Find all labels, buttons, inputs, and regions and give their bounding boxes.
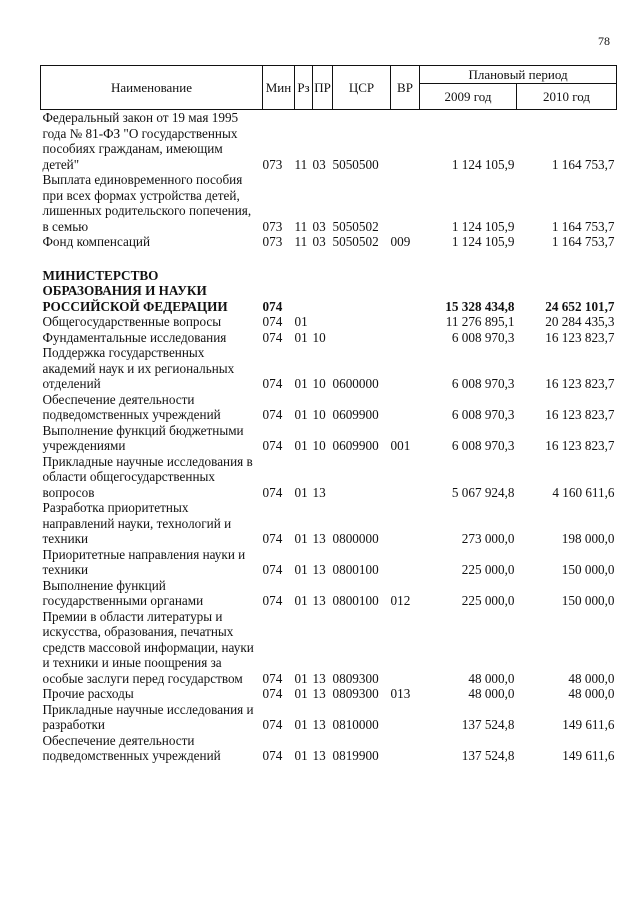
row-vr [391,330,420,346]
row-amount-2010: 16 123 823,7 [545,376,615,391]
row-pr: 13 [312,531,326,546]
table-row [41,733,617,764]
row-rz: 01 [294,407,308,422]
table-row [41,392,617,423]
row-min: 074 [262,407,283,422]
row-vr [391,392,420,423]
row-csr: 0800100 [332,562,379,577]
row-rz: 01 [294,670,308,686]
row-pr: 03 [312,218,326,234]
header-csr: ЦСР [333,66,391,110]
row-min: 074 [262,593,283,608]
row-csr: 0809300 [332,686,379,701]
row-vr [391,733,420,764]
row-rz: 01 [294,484,308,500]
row-vr [391,609,420,687]
row-csr: 0800100 [332,593,379,608]
row-name: Выполнение функций бюджетными учреждениями [42,422,244,453]
row-rz [295,268,313,315]
row-amount-2010: 16 123 823,7 [545,407,615,422]
row-csr: 0609900 [332,407,379,422]
row-amount-2009: 273 000,0 [461,531,515,546]
row-min: 074 [262,329,283,345]
section-spacer [41,250,617,268]
row-pr: 10 [312,329,326,345]
row-vr: 009 [390,234,411,249]
row-amount-2010: 48 000,0 [568,686,615,701]
row-name: Фонд компенсаций [42,234,151,249]
row-csr: 0609900 [332,438,379,453]
row-rz: 11 [294,156,308,172]
table-row [41,234,617,250]
table-row [41,686,617,702]
row-amount-2010: 24 652 101,7 [545,298,615,314]
row-csr: 0810000 [332,717,379,732]
row-vr [391,702,420,733]
row-csr: 0809300 [332,670,379,686]
budget-table [40,65,617,764]
header-planned-period: Плановый период [420,66,617,84]
row-csr: 0600000 [332,376,379,391]
row-rz: 01 [294,717,308,732]
row-pr: 10 [312,376,326,391]
row-vr: 013 [390,686,411,701]
header-year-2010: 2010 год [517,84,617,110]
row-amount-2009: 225 000,0 [461,562,515,577]
row-csr [333,268,391,315]
row-amount-2010: 16 123 823,7 [545,329,615,345]
row-min: 074 [262,376,283,391]
row-min: 074 [262,531,283,546]
row-name: Обеспечение деятельности подведомственных учреждений [42,391,221,422]
spacer-cell [41,250,617,268]
row-amount-2009: 137 524,8 [461,717,515,732]
row-amount-2010: 150 000,0 [561,593,615,608]
row-amount-2009: 11 276 895,1 [445,314,515,329]
row-rz: 01 [294,376,308,391]
row-csr [333,330,391,346]
row-pr: 03 [312,156,326,172]
row-amount-2009: 48 000,0 [468,686,515,701]
row-vr [391,454,420,501]
row-name: Общегосударственные вопросы [42,314,222,329]
row-pr: 13 [312,748,326,763]
row-vr: 001 [390,438,411,453]
row-amount-2010: 16 123 823,7 [545,438,615,453]
row-csr [333,314,391,330]
row-min: 074 [262,484,283,500]
row-min: 074 [262,717,283,732]
row-amount-2009: 6 008 970,3 [451,407,515,422]
row-csr: 0819900 [332,748,379,763]
row-vr [391,314,420,330]
table-row [41,110,617,173]
table-row [41,454,617,501]
row-name: МИНИСТЕРСТВО ОБРАЗОВАНИЯ И НАУКИ РОССИЙСКОЙ ФЕДЕРАЦИИ [42,267,228,314]
table-row [41,702,617,733]
table-row [41,500,617,547]
row-name: Выполнение функций государственными органами [42,577,204,608]
row-amount-2010: 1 164 753,7 [551,218,615,234]
row-csr: 5050502 [332,234,379,249]
row-rz: 01 [294,314,308,329]
row-min: 073 [262,156,283,172]
row-amount-2009: 1 124 105,9 [451,156,515,172]
row-amount-2010: 149 611,6 [562,717,615,732]
row-csr: 5050500 [332,156,379,172]
page-number: 78 [598,34,610,48]
row-name: Прикладные научные исследования в области общегосударственных вопросов [42,453,253,500]
table-header [41,66,617,110]
row-rz: 01 [294,686,308,701]
table-row [41,423,617,454]
row-vr [391,172,420,234]
row-name: Обеспечение деятельности подведомственных учреждений [42,732,221,763]
row-pr: 13 [312,686,326,701]
row-amount-2010: 48 000,0 [568,670,615,686]
row-amount-2009: 6 008 970,3 [451,438,515,453]
header-vr: ВР [391,66,420,110]
row-vr [391,500,420,547]
header-rz: Рз [295,66,313,110]
table-row [41,547,617,578]
row-amount-2010: 1 164 753,7 [551,234,615,249]
row-csr [333,454,391,501]
row-pr: 13 [312,562,326,577]
row-min: 074 [262,686,283,701]
row-vr [391,547,420,578]
table-row [41,172,617,234]
row-amount-2009: 5 067 924,8 [451,484,515,500]
row-amount-2010: 4 160 611,6 [552,484,615,500]
row-amount-2009: 225 000,0 [461,593,515,608]
row-csr: 5050502 [332,218,379,234]
row-name: Прочие расходы [42,686,134,701]
row-min: 074 [262,670,283,686]
row-min: 074 [262,438,283,453]
row-pr: 10 [312,407,326,422]
header-year-2009: 2009 год [420,84,517,110]
row-pr: 13 [312,670,326,686]
row-name: Фундаментальные исследования [42,329,227,345]
row-name: Поддержка государственных академий наук и их региональных отделений [42,345,235,391]
row-amount-2010: 149 611,6 [562,748,615,763]
row-pr: 13 [312,484,326,500]
row-vr [391,268,420,315]
row-vr: 012 [390,593,411,608]
row-vr [391,345,420,392]
table-row [41,330,617,346]
row-amount-2010: 150 000,0 [561,562,615,577]
row-pr: 13 [312,717,326,732]
row-rz: 11 [294,218,308,234]
row-rz: 01 [294,329,308,345]
row-amount-2010: 1 164 753,7 [551,156,615,172]
row-amount-2009: 48 000,0 [468,670,515,686]
table-row [41,314,617,330]
row-amount-2009: 137 524,8 [461,748,515,763]
row-name: Прикладные научные исследования и разработки [42,701,254,732]
section-row [41,268,617,315]
row-pr [313,268,333,315]
table-row [41,609,617,687]
row-min: 074 [262,298,283,314]
row-pr [313,314,333,330]
row-name: Разработка приоритетных направлений науки, технологий и техники [42,500,232,546]
header-pr: ПР [313,66,333,110]
row-pr: 13 [312,593,326,608]
row-amount-2010: 198 000,0 [561,531,615,546]
header-min: Мин [263,66,295,110]
row-min: 074 [262,748,283,763]
table-row [41,578,617,609]
row-rz: 01 [294,531,308,546]
row-amount-2009: 15 328 434,8 [445,298,515,314]
row-rz: 11 [294,234,308,249]
row-rz: 01 [294,438,308,453]
row-amount-2009: 1 124 105,9 [451,218,515,234]
row-name: Выплата единовременного пособия при всех формах устройства детей, лишенных родительского попечения, в семью [42,172,252,234]
row-min: 074 [262,314,283,329]
table-row [41,345,617,392]
row-rz: 01 [294,562,308,577]
row-amount-2009: 6 008 970,3 [451,376,515,391]
row-min: 074 [262,562,283,577]
row-pr: 10 [312,438,326,453]
row-min: 073 [262,218,283,234]
row-rz: 01 [294,593,308,608]
row-min: 073 [262,234,283,249]
row-amount-2010: 20 284 435,3 [545,314,615,329]
row-amount-2009: 6 008 970,3 [451,329,515,345]
row-amount-2009: 1 124 105,9 [451,234,515,249]
header-name: Наименование [41,66,263,110]
row-name: Премии в области литературы и искусства, образования, печатных средств массовой информации, науки и техники и иные поощрения за особые заслуги перед государством [42,608,254,686]
row-name: Приоритетные направления науки и техники [42,546,246,577]
row-pr: 03 [312,234,326,249]
row-rz: 01 [294,748,308,763]
row-vr [391,110,420,173]
table-body [41,110,617,764]
row-csr: 0800000 [332,531,379,546]
row-name: Федеральный закон от 19 мая 1995 года № 81-ФЗ "О государственных пособиях гражданам, имеющим детей" [42,110,239,172]
